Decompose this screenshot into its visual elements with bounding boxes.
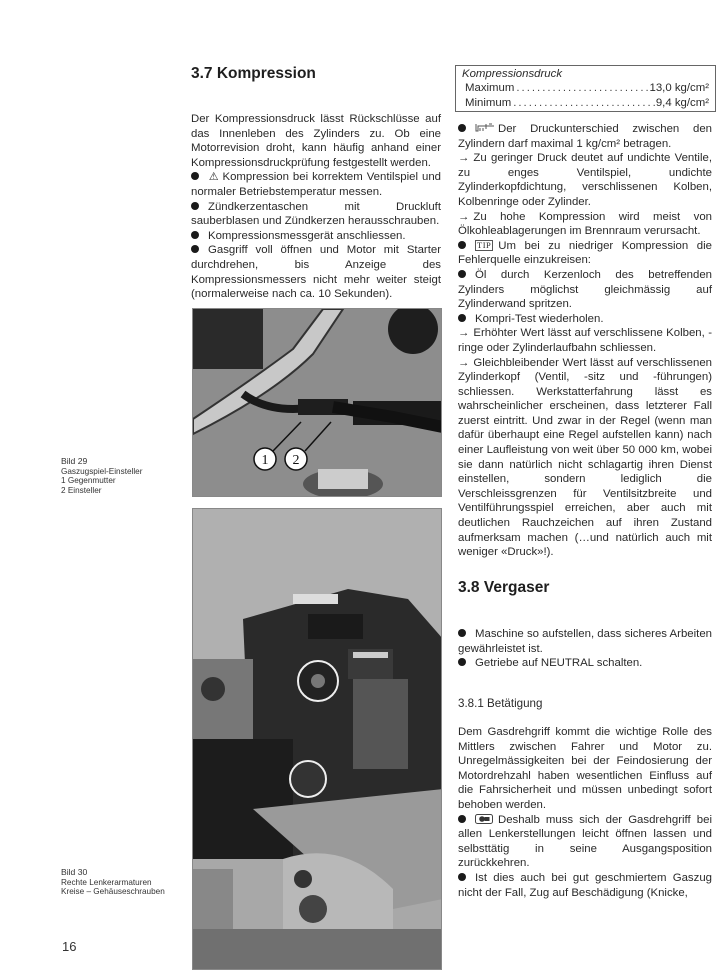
leader-dots — [514, 81, 649, 95]
throttle-cable-adjuster-image — [193, 309, 442, 497]
arrow-note — [458, 151, 712, 209]
figure-label: Bild 30 — [61, 867, 88, 877]
step-text: Kompressionsmessgerät anschliessen. — [208, 229, 406, 242]
compression-spec-box — [455, 65, 716, 112]
bullet-icon — [191, 172, 199, 180]
note-text: Erhöhter Wert lässt auf verschlissene Kolben, -ringe oder Zylinderlaufbahn schliessen. — [458, 327, 712, 354]
spec-box-title: Kompressionsdruck — [462, 68, 563, 80]
tip-item — [458, 239, 712, 268]
left-text-column — [191, 112, 441, 302]
step-item — [458, 813, 712, 871]
step-item — [458, 656, 712, 671]
bullet-icon — [458, 314, 466, 322]
step-item — [458, 312, 712, 327]
subsection-title-3-8-1: 3.8.1 Betätigung — [458, 697, 543, 710]
bullet-icon — [458, 658, 466, 666]
step-item — [191, 243, 441, 301]
key-check-icon — [475, 814, 493, 824]
section-title-3-8 — [458, 577, 712, 601]
bullet-icon — [458, 124, 466, 132]
arrow-note — [458, 356, 712, 560]
spec-value: 13,0 kg/cm² — [649, 82, 709, 95]
note-text: Zu hohe Kompression wird meist von Ölkohleablagerungen im Brennraum verursacht. — [458, 210, 712, 238]
leader-dots — [511, 96, 656, 110]
figure-legend-item: 1 Gegenmutter — [61, 476, 116, 486]
figure-note: Kreise – Gehäuseschrauben — [61, 887, 165, 897]
step-text: Der Druckunterschied zwischen den Zylindern darf maximal 1 kg/cm² betragen. — [458, 123, 712, 150]
callout-2 — [285, 448, 307, 470]
figure-title: Gaszugspiel-Einsteller — [61, 466, 143, 476]
step-text: Getriebe auf NEUTRAL schalten. — [475, 657, 643, 670]
figure-label: Bild 29 — [61, 456, 88, 466]
tip-icon: TIP — [477, 239, 492, 250]
callout-number: 2 — [292, 453, 300, 468]
spec-row-minimum — [462, 96, 709, 110]
pressure-gauge-icon — [475, 123, 495, 132]
step-text: Zündkerzentaschen mit Druckluft sauberblasen und Zündkerzen herausschrauben. — [191, 200, 441, 228]
warning-icon: ⚠ — [208, 171, 220, 184]
figure-30-photo — [192, 508, 442, 970]
figure-29-caption — [61, 457, 142, 495]
step-text: Öl durch Kerzenloch des betreffenden Zylinders möglichst gleichmässig auf Zylinderwand spritzen. — [458, 268, 712, 311]
note-text: Zu geringer Druck deutet auf undichte Ventile, zu enges Ventilspiel, undichte Zylinderkopfdichtung, verschlissenen Kolben, Kolbenringe oder Zylinder. — [458, 152, 712, 208]
betaetigung-text — [458, 725, 712, 900]
section-title-3-7 — [191, 63, 441, 87]
intro-paragraph: Der Kompressionsdruck lässt Rückschlüsse auf das Innenleben des Zylinders zu. Ob eine Motorrevision droht, kann häufig anhand einer Kompressionsdruckprüfung festgestellt werden. — [191, 113, 441, 169]
page-number: 16 — [62, 939, 77, 954]
section-title-text: 3.7 Kompression — [191, 65, 316, 82]
arrow-icon: → — [458, 152, 470, 165]
spec-label: Maximum — [465, 82, 515, 95]
callout-1 — [254, 448, 276, 470]
bullet-icon — [458, 629, 466, 637]
arrow-icon: → — [458, 327, 470, 340]
note-text: Gleichbleibender Wert lässt auf verschlissenen Zylinderkopf (Ventil, -sitz und -führungen) schliessen. Werkstatterfahrung lässt es wahrscheinlicher erscheinen, dass letzterer Fall zuerst eintritt. Und zwar in der Regel (wenn man dafür überhaupt eine Regel aufstellen kann) nach einer Laufleistung von weit über 50 000 km, wobei sie dann natürlich nicht schlagartig ihren Dienst einstellen, sondern lediglich die Verschleissgrenzen für Ventilsitzbreite und Ventilführungsspiel erreichen, aber auch mit deutlichen Rauchzeichen auf ihren Zustand aufmerksam machen (…und natürlich auch mit weniger «Druck»!). — [458, 356, 712, 559]
tip-text: Um bei zu niedriger Kompression die Fehlerquelle einzukreisen: — [458, 239, 712, 267]
right-handlebar-controls-image — [193, 509, 442, 970]
bullet-icon — [191, 245, 199, 253]
step-item — [191, 170, 441, 199]
bullet-icon — [458, 241, 466, 249]
step-text: Ist dies auch bei gut geschmiertem Gaszug nicht der Fall, Zug auf Beschädigung (Knicke, — [458, 871, 712, 899]
step-item — [191, 229, 441, 244]
vergaser-steps — [458, 627, 712, 671]
step-item — [458, 122, 712, 151]
bullet-icon — [191, 231, 199, 239]
bullet-icon — [458, 815, 466, 823]
step-item — [458, 627, 712, 656]
title-shade — [528, 591, 718, 601]
section-title-text: 3.8 Vergaser — [458, 579, 550, 596]
bullet-icon — [458, 873, 466, 881]
step-item — [191, 200, 441, 229]
step-item — [458, 871, 712, 900]
arrow-note — [458, 210, 712, 239]
arrow-icon: → — [458, 356, 470, 369]
figure-30-caption — [61, 868, 165, 897]
spec-label: Minimum — [465, 96, 512, 109]
bullet-icon — [191, 202, 199, 210]
step-text: Gasgriff voll öffnen und Motor mit Starter durchdrehen, bis Anzeige des Kompressionsmessers nicht mehr weiter steigt (normalerweise nach ca. 10 Sekunden). — [191, 244, 441, 301]
step-text: Maschine so aufstellen, dass sicheres Arbeiten gewährleistet ist. — [458, 628, 712, 655]
step-text: Deshalb muss sich der Gasdrehgriff bei allen Lenkerstellungen leicht öffnen lassen und selbsttätig in seine Ausgangsposition zurückkehren. — [458, 813, 712, 870]
step-text: Kompression bei korrektem Ventilspiel und normaler Betriebstemperatur messen. — [191, 171, 441, 198]
step-text: Kompri-Test wiederholen. — [475, 312, 604, 325]
callout-number: 1 — [261, 453, 269, 468]
right-text-column — [458, 122, 712, 560]
figure-legend-item: 2 Einsteller — [61, 485, 102, 495]
spec-row-maximum — [462, 81, 709, 95]
step-item — [458, 268, 712, 312]
arrow-note — [458, 326, 712, 355]
arrow-icon: → — [458, 210, 470, 223]
title-shade — [366, 77, 451, 87]
figure-title: Rechte Lenkerarmaturen — [61, 877, 152, 887]
intro-paragraph: Dem Gasdrehgriff kommt die wichtige Rolle des Mittlers zwischen Fahrer und Motor zu. Unregelmässigkeiten bei der Feindosierung der Motordrehzahl haben wesentlichen Einfluss auf die Fahrsicherheit und müssen unbedingt sofort behoben werden. — [458, 726, 712, 811]
spec-value: 9,4 kg/cm² — [655, 96, 709, 109]
bullet-icon — [458, 270, 466, 278]
figure-29-photo — [192, 308, 442, 497]
